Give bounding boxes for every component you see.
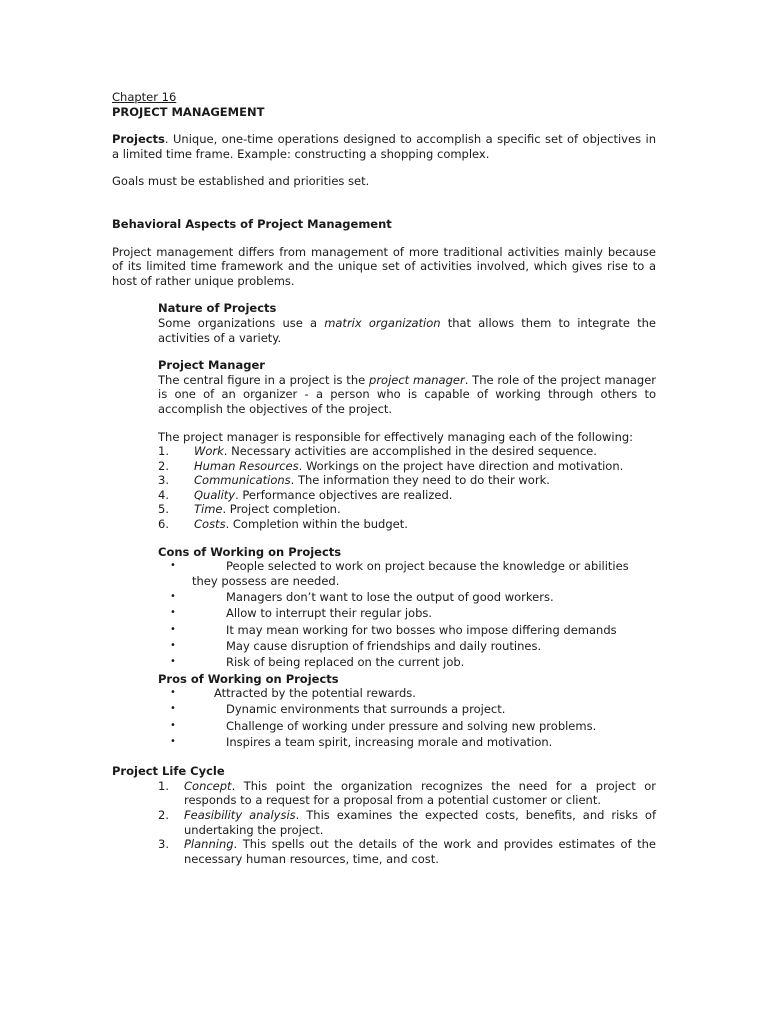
nature-text-b: that allows them to integrate the activities of a variety. — [158, 315, 656, 345]
list-text — [184, 837, 656, 866]
bullet-icon: • — [170, 560, 176, 572]
cons-list — [158, 559, 656, 670]
document-title: PROJECT MANAGEMENT — [112, 104, 265, 119]
manager-text-a: The central figure in a project is the — [158, 372, 370, 387]
list-text: Risk of being replaced on the current job. — [226, 655, 465, 670]
list-item — [170, 559, 656, 588]
manager-intro: The project manager is responsible for effectively managing each of the following: — [158, 429, 634, 444]
chapter-label: Chapter 16 — [112, 90, 177, 104]
list-number: 4. — [158, 487, 169, 502]
list-item — [158, 502, 656, 517]
list-desc: . This examines the expected costs, benefits, and risks of undertaking the project. — [184, 808, 656, 837]
list-text: People selected to work on project because the knowledge or abilities they possess are needed. — [192, 559, 629, 588]
list-item — [170, 702, 656, 717]
manager-text-b: . The role of the project manager is one of an organizer - a person who is capable of working through others to accomplish the objectives of the project. — [158, 372, 657, 416]
list-number: 6. — [158, 517, 169, 532]
list-term: Planning — [184, 837, 234, 852]
list-text: Challenge of working under pressure and solving new problems. — [226, 718, 597, 733]
list-term: Concept — [184, 778, 232, 793]
projects-definition — [112, 132, 656, 161]
list-number: 3. — [158, 837, 169, 852]
list-item — [158, 837, 656, 866]
list-text: May cause disruption of friendships and daily routines. — [226, 638, 542, 653]
list-item — [170, 606, 656, 621]
bullet-icon: • — [170, 656, 176, 668]
list-text: Managers don’t want to lose the output of good workers. — [226, 590, 554, 605]
projects-term: Projects — [112, 132, 165, 147]
nature-heading: Nature of Projects — [158, 301, 277, 316]
list-text: Allow to interrupt their regular jobs. — [226, 606, 433, 621]
manager-list — [158, 444, 656, 532]
list-term: Human Resources — [194, 458, 299, 473]
list-item — [170, 639, 656, 654]
list-term: Work — [194, 444, 224, 459]
list-term: Feasibility analysis — [184, 808, 296, 823]
list-number: 1. — [158, 778, 169, 793]
list-item — [158, 473, 656, 488]
list-desc: . Performance objectives are realized. — [235, 487, 453, 502]
list-number: 5. — [158, 502, 169, 517]
pros-heading: Pros of Working on Projects — [158, 671, 339, 686]
bullet-icon: • — [170, 719, 176, 731]
list-text: It may mean working for two bosses who impose differing demands — [226, 622, 617, 637]
nature-text-a: Some organizations use a — [158, 315, 325, 330]
lifecycle-heading: Project Life Cycle — [112, 764, 225, 779]
list-desc: . Necessary activities are accomplished in the desired sequence. — [223, 444, 597, 459]
list-text: Dynamic environments that surrounds a project. — [226, 702, 506, 717]
list-item — [158, 517, 656, 532]
behavioral-paragraph: Project management differs from management of more traditional activities mainly because of its limited time framework and the unique set of activities involved, which gives rise to a host of rather unique problems. — [112, 244, 656, 288]
list-desc: . This spells out the details of the work and provides estimates of the necessary human resources, time, and cost. — [184, 837, 656, 866]
list-desc: . Workings on the project have direction and motivation. — [298, 458, 624, 473]
bullet-icon: • — [170, 687, 176, 699]
list-number: 2. — [158, 808, 169, 823]
list-item — [170, 655, 656, 670]
list-item — [170, 735, 656, 750]
list-item — [170, 623, 656, 638]
list-desc: . Project completion. — [222, 502, 341, 517]
pros-list — [158, 686, 656, 749]
list-item — [158, 808, 656, 837]
manager-text — [158, 373, 656, 417]
list-term: Time — [194, 502, 223, 517]
list-text: Attracted by the potential rewards. — [214, 686, 416, 701]
list-term: Costs — [194, 517, 226, 532]
bullet-icon: • — [170, 735, 176, 747]
bullet-icon: • — [170, 623, 176, 635]
manager-text-italic: project manager — [369, 372, 465, 387]
bullet-icon: • — [170, 607, 176, 619]
list-item — [158, 459, 656, 474]
bullet-icon: • — [170, 703, 176, 715]
list-text: Inspires a team spirit, increasing morale and motivation. — [226, 734, 553, 749]
list-desc: . Completion within the budget. — [225, 517, 408, 532]
nature-text-italic: matrix organization — [324, 315, 441, 330]
nature-section — [158, 301, 656, 749]
lifecycle-list — [158, 779, 656, 867]
list-item — [158, 488, 656, 503]
list-number: 1. — [158, 444, 169, 459]
list-text — [184, 808, 656, 837]
manager-heading: Project Manager — [158, 358, 265, 373]
list-term: Quality — [194, 487, 236, 502]
list-item — [170, 719, 656, 734]
list-item — [170, 590, 656, 605]
projects-def-text: . Unique, one-time operations designed to accomplish a specific set of objectives in a limited time frame. Example: constructing a shopping complex. — [112, 132, 656, 161]
behavioral-heading: Behavioral Aspects of Project Management — [112, 216, 392, 231]
list-desc: . This point the organization recognizes the need for a project or responds to a request for a proposal from a potential customer or client. — [184, 778, 656, 808]
cons-heading: Cons of Working on Projects — [158, 544, 342, 559]
list-number: 3. — [158, 473, 169, 488]
list-desc: . The information they need to do their work. — [290, 473, 550, 488]
list-item — [158, 779, 656, 808]
goals-text: Goals must be established and priorities set. — [112, 174, 370, 189]
list-number: 2. — [158, 458, 169, 473]
document-page — [112, 90, 656, 866]
list-text — [184, 779, 656, 808]
nature-text — [158, 316, 656, 345]
bullet-icon: • — [170, 591, 176, 603]
list-item — [158, 444, 656, 459]
list-term: Communications — [194, 473, 291, 488]
bullet-icon: • — [170, 639, 176, 651]
list-item — [170, 686, 656, 701]
